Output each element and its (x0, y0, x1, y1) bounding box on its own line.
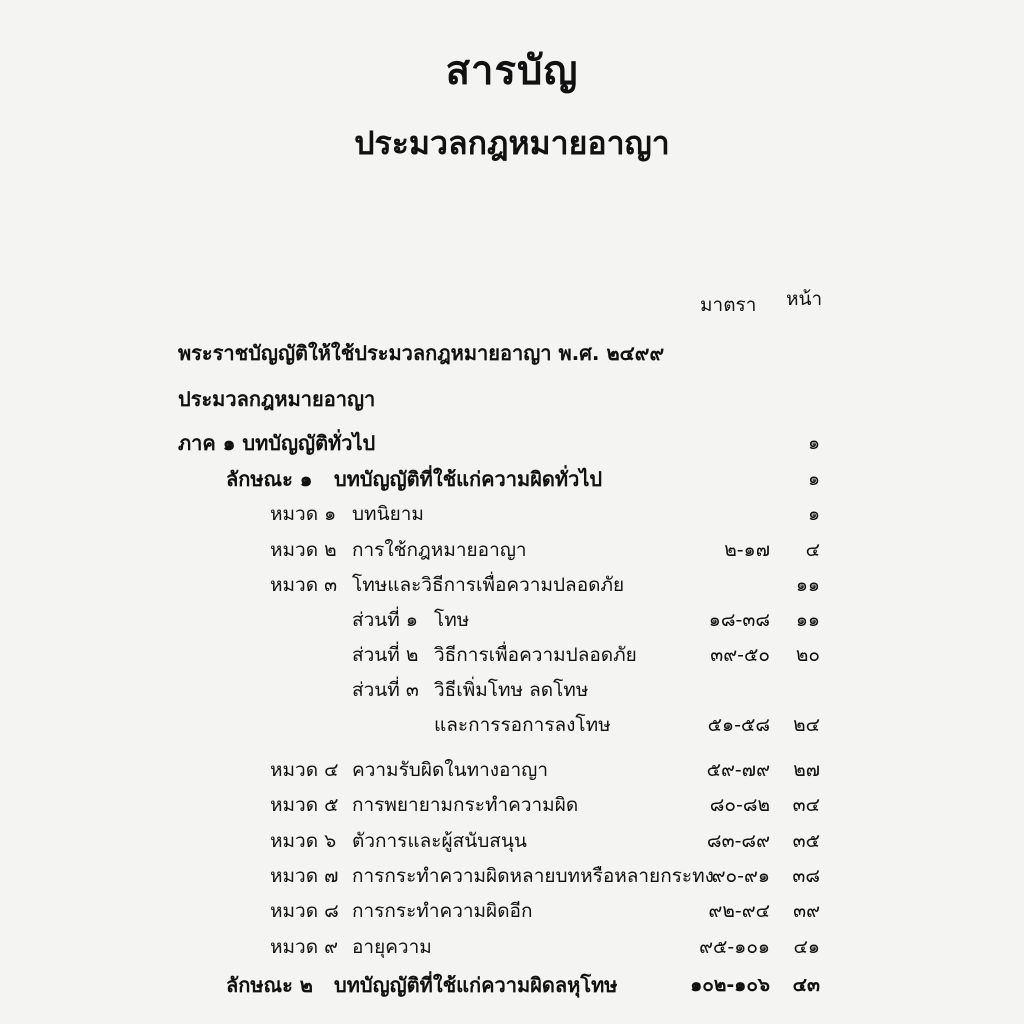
entry-prefix: หมวด ๓ (270, 574, 338, 596)
entry-article: ๙๐-๙๑ (711, 865, 770, 887)
entry-prefix: หมวด ๑ (270, 503, 337, 525)
toc-entry (0, 568, 1024, 602)
entry-page: ๑๑ (795, 609, 820, 631)
entry-label: ประมวลกฎหมายอาญา (178, 387, 376, 411)
toc-entry (0, 824, 1024, 858)
entry-page: ๒๔ (793, 714, 820, 736)
entry-article: ๙๕-๑๐๑ (699, 936, 770, 958)
toc-entry (0, 462, 1024, 496)
entry-prefix: หมวด ๘ (270, 900, 339, 922)
toc-entry (0, 753, 1024, 787)
page-title: สารบัญ (445, 48, 579, 94)
entry-label: การกระทำความผิดอีก (352, 900, 533, 922)
column-header-page: หน้า (786, 288, 823, 310)
entry-label: และการรอการลงโทษ (434, 714, 611, 736)
entry-prefix: หมวด ๒ (270, 539, 337, 561)
entry-prefix: หมวด ๙ (270, 936, 339, 958)
entry-prefix: ลักษณะ ๒ (226, 973, 313, 997)
entry-prefix: ลักษณะ ๑ (226, 467, 313, 491)
toc-entry (0, 533, 1024, 567)
entry-prefix: ส่วนที่ ๓ (352, 679, 419, 701)
entry-page: ๓๔ (792, 794, 820, 816)
entry-page: ๑ (807, 468, 820, 490)
entry-article: ๕๙-๗๙ (706, 759, 770, 781)
toc-entry (0, 968, 1024, 1002)
entry-label: พระราชบัญญัติให้ใช้ประมวลกฎหมายอาญา พ.ศ. ๒๔๙๙ (178, 341, 665, 365)
entry-label: โทษและวิธีการเพื่อความปลอดภัย (352, 574, 625, 596)
entry-label: อายุความ (352, 936, 432, 958)
toc-entry (0, 894, 1024, 928)
entry-label: การใช้กฎหมายอาญา (352, 539, 527, 561)
entry-article: ๘๐-๘๒ (709, 794, 770, 816)
entry-page: ๑ (807, 503, 820, 525)
toc-entry (0, 859, 1024, 893)
entry-label: ภาค ๑ บทบัญญัติทั่วไป (178, 431, 376, 455)
entry-prefix: หมวด ๖ (270, 830, 337, 852)
entry-prefix: หมวด ๔ (270, 759, 339, 781)
page-subtitle: ประมวลกฎหมายอาญา (354, 124, 670, 162)
toc-entry (0, 638, 1024, 672)
entry-label: โทษ (434, 609, 470, 631)
column-header-article: มาตรา (700, 294, 757, 316)
entry-label: ตัวการและผู้สนับสนุน (352, 830, 527, 852)
toc-entry (0, 673, 1024, 707)
entry-page: ๓๕ (792, 830, 820, 852)
entry-label: การกระทำความผิดหลายบทหรือหลายกระทง (352, 865, 714, 887)
entry-page: ๓๙ (793, 900, 820, 922)
toc-entry (0, 930, 1024, 964)
toc-entry (0, 382, 1024, 416)
entry-label: บทบัญญัติที่ใช้แก่ความผิดทั่วไป (334, 467, 603, 491)
entry-page: ๔๑ (793, 936, 820, 958)
entry-label: บทบัญญัติที่ใช้แก่ความผิดลหุโทษ (334, 973, 618, 997)
entry-label: ความรับผิดในทางอาญา (352, 759, 548, 781)
entry-label: การพยายามกระทำความผิด (352, 794, 579, 816)
entry-prefix: หมวด ๕ (270, 794, 339, 816)
entry-prefix: หมวด ๗ (270, 865, 339, 887)
entry-article: ๓๙-๕๐ (710, 644, 770, 666)
entry-article: ๑๐๒-๑๐๖ (690, 974, 770, 996)
entry-article: ๘๓-๘๙ (706, 830, 770, 852)
toc-entry (0, 603, 1024, 637)
toc-entry (0, 708, 1024, 742)
entry-page: ๑๑ (795, 574, 820, 596)
entry-page: ๔๓ (792, 974, 820, 996)
entry-article: ๙๒-๙๔ (708, 900, 770, 922)
toc-entry (0, 497, 1024, 531)
entry-page: ๔ (805, 539, 820, 561)
entry-article: ๕๑-๕๘ (707, 714, 770, 736)
entry-page: ๑ (807, 432, 820, 454)
toc-entry (0, 426, 1024, 460)
entry-page: ๒๐ (795, 644, 820, 666)
entry-prefix: ส่วนที่ ๒ (352, 644, 419, 666)
entry-prefix: ส่วนที่ ๑ (352, 609, 418, 631)
entry-label: วิธีการเพื่อความปลอดภัย (434, 644, 637, 666)
entry-label: วิธีเพิ่มโทษ ลดโทษ (434, 679, 589, 701)
toc-entry (0, 788, 1024, 822)
entry-article: ๒-๑๗ (724, 539, 770, 561)
toc-entry (0, 336, 1024, 370)
entry-page: ๓๘ (792, 865, 820, 887)
entry-article: ๑๘-๓๘ (708, 609, 770, 631)
entry-label: บทนิยาม (352, 503, 424, 525)
entry-page: ๒๗ (793, 759, 820, 781)
